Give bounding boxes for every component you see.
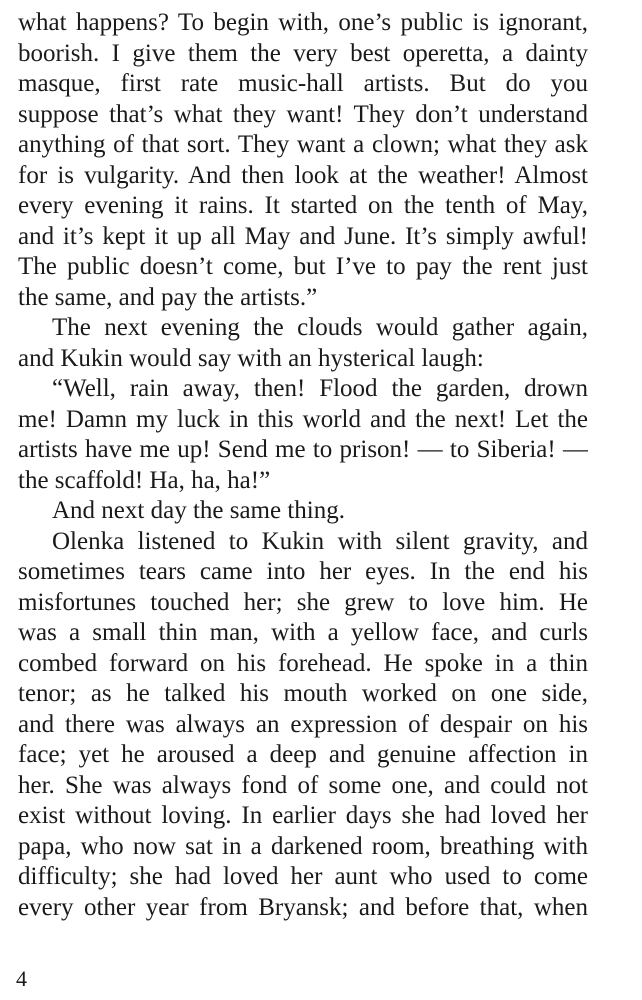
- text-line: me! Damn my luck in this world and the next! Let the: [18, 405, 588, 433]
- text-line: boorish. I give them the very best operetta, a dainty: [18, 39, 588, 67]
- text-line: and Kukin would say with an hysterical laugh:: [18, 344, 484, 372]
- page-number: 4: [16, 966, 27, 991]
- text-line: Olenka listened to Kukin with silent gravity, and: [52, 527, 588, 555]
- text-line: face; yet he aroused a deep and genuine affection in: [18, 741, 588, 768]
- text-line: “Well, rain away, then! Flood the garden, drown: [52, 375, 588, 402]
- text-line: what happens? To begin with, one’s public is ignorant,: [18, 9, 588, 36]
- text-line: difficulty; she had loved her aunt who used to come: [18, 863, 588, 890]
- text-line: every other year from Bryansk; and before that, when: [18, 893, 588, 921]
- text-line: sometimes tears came into her eyes. In the end his: [18, 558, 588, 585]
- text-line: tenor; as he talked his mouth worked on one side,: [18, 680, 588, 707]
- text-line: masque, first rate music-hall artists. But do you: [18, 70, 588, 97]
- text-line: suppose that’s what they want! They don’t understand: [18, 100, 588, 128]
- text-line: misfortunes touched her; she grew to love him. He: [18, 588, 588, 616]
- text-line: her. She was always fond of some one, and could not: [18, 771, 588, 799]
- text-line: every evening it rains. It started on the tenth of May,: [18, 192, 588, 219]
- text-line: and there was always an expression of despair on his: [18, 710, 588, 738]
- text-line: The next evening the clouds would gather again,: [52, 314, 588, 341]
- text-line: for is vulgarity. And then look at the weather! Almost: [18, 161, 588, 189]
- text-line: the same, and pay the artists.”: [18, 283, 318, 311]
- text-line: papa, who now sat in a darkened room, breathing with: [18, 832, 588, 860]
- text-line: combed forward on his forehead. He spoke in a thin: [18, 649, 588, 677]
- body-text: [18, 8, 588, 923]
- text-line: was a small thin man, with a yellow face, and curls: [18, 619, 588, 646]
- text-line: exist without loving. In earlier days she had loved her: [18, 802, 588, 829]
- text-line: the scaffold! Ha, ha, ha!”: [18, 466, 271, 494]
- text-line: anything of that sort. They want a clown; what they ask: [18, 131, 588, 158]
- text-line: The public doesn’t come, but I’ve to pay the rent just: [18, 253, 588, 280]
- text-line: artists have me up! Send me to prison! — to Siberia! —: [18, 436, 588, 463]
- text-line: And next day the same thing.: [52, 497, 345, 524]
- text-line: and it’s kept it up all May and June. It’s simply awful!: [18, 222, 588, 250]
